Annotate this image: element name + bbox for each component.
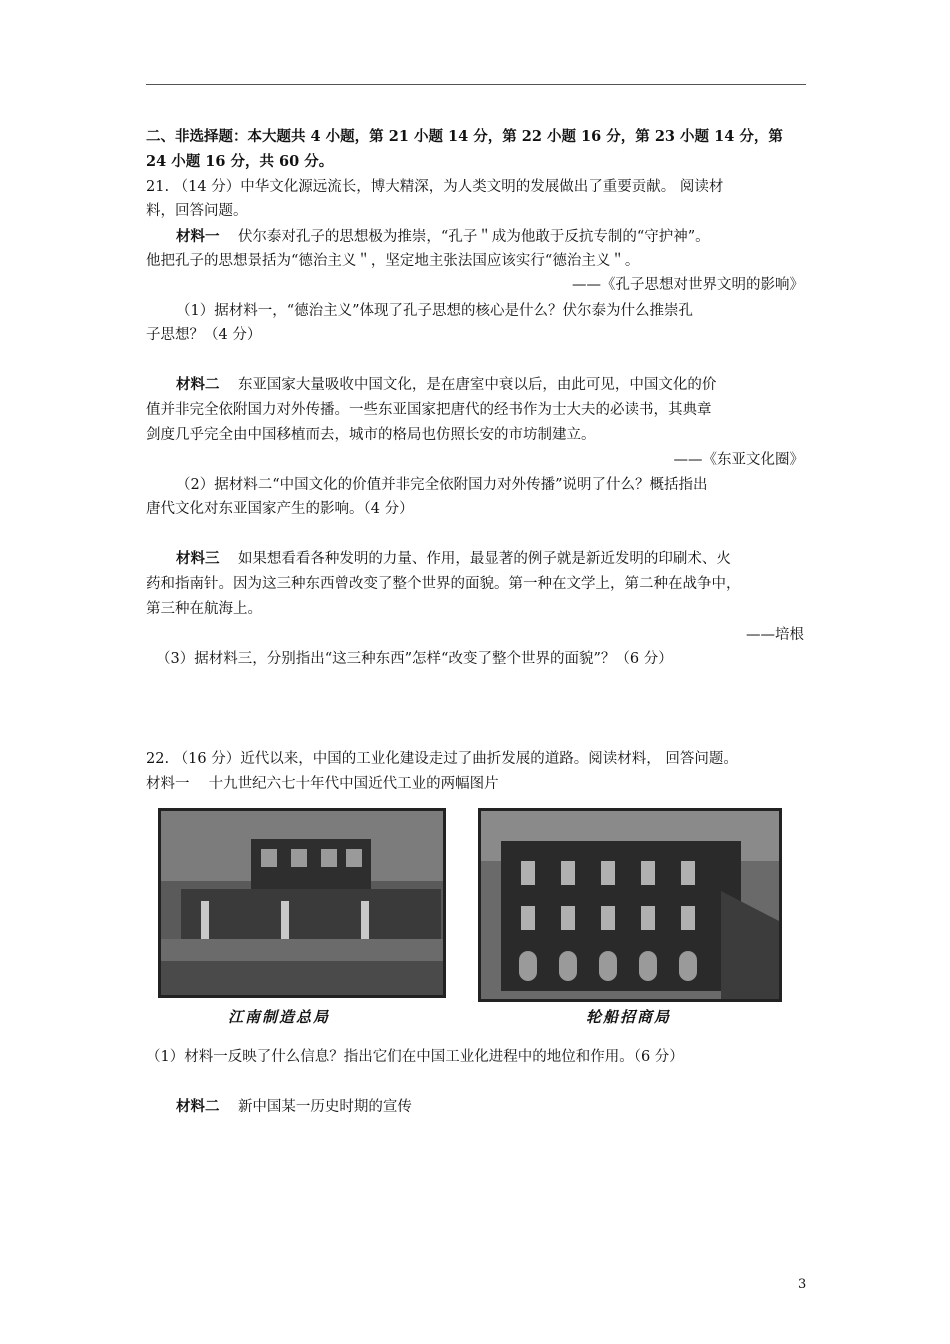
q22-material1-line: 材料一 十九世纪六七十年代中国近代工业的两幅图片 xyxy=(146,776,499,792)
material-text: 东亚国家大量吸收中国文化，是在唐室中衰以后，由此可见，中国文化的价 xyxy=(237,377,717,393)
q21-material2-line1 xyxy=(176,374,716,396)
photo-jiangnan-arsenal-caption: 江南制造总局 xyxy=(228,1008,331,1026)
q22-intro-line1: 22. （16 分）近代以来，中国的工业化建设走过了曲折发展的道路。阅读材料， 回答问题。 xyxy=(146,751,738,767)
material-text: 如果想看看各种发明的力量、作用，最显著的例子就是新近发明的印刷术、火 xyxy=(237,551,731,567)
photo-china-merchants-steam-caption: 轮船招商局 xyxy=(586,1008,672,1026)
q21-material3-line3: 第三种在航海上。 xyxy=(146,601,262,617)
photo-jiangnan-arsenal xyxy=(158,808,446,998)
q21-question2-line2: 唐代文化对东亚国家产生的影响。（4 分） xyxy=(146,501,414,517)
material-text: 伏尔泰对孔子的思想极为推崇，“孔子＂成为他敢于反抗专制的“守护神”。 xyxy=(237,229,710,245)
material-label: 材料二 xyxy=(176,1098,220,1115)
photo-china-merchants-steam xyxy=(478,808,782,1002)
photo-china-merchants-steam-illustration xyxy=(481,811,779,999)
q21-question3-line1: （3）据材料三，分别指出“这三种东西”怎样“改变了整个世界的面貌”？（6 分） xyxy=(156,651,673,667)
q21-material3-line2: 药和指南针。因为这三种东西曾改变了整个世界的面貌。第一种在文学上，第二种在战争中， xyxy=(146,576,741,592)
q21-intro-line1: 21. （14 分）中华文化源远流长，博大精深，为人类文明的发展做出了重要贡献。 阅读材 xyxy=(146,179,724,195)
q21-material1-line2: 他把孔子的思想景括为“德治主义＂，坚定地主张法国应该实行“德治主义＂。 xyxy=(146,253,640,269)
material-label: 材料二 xyxy=(176,376,220,393)
material-label: 材料一 xyxy=(176,228,220,245)
q21-question1-line1: （1）据材料一，“德治主义”体现了孔子思想的核心是什么？伏尔泰为什么推崇孔 xyxy=(176,303,694,319)
q21-question2-line1: （2）据材料二“中国文化的价值并非完全依附国力对外传播”说明了什么？概括指出 xyxy=(176,477,708,493)
q21-material2-line3: 剑度几乎完全由中国移植而去，城市的格局也仿照长安的市坊制建立。 xyxy=(146,427,596,443)
header-rule xyxy=(146,84,806,85)
section-header-line1: 二、非选择题：本大题共 4 小题，第 21 小题 14 分，第 22 小题 16 分，第 23 小题 14 分，第 xyxy=(146,128,783,145)
q21-material2-line2: 值并非完全依附国力对外传播。一些东亚国家把唐代的经书作为士大夫的必读书，其典章 xyxy=(146,402,712,418)
section-header-line2: 24 小题 16 分，共 60 分。 xyxy=(146,153,334,170)
q22-material2-line xyxy=(176,1096,412,1118)
material-text: 新中国某一历史时期的宣传 xyxy=(237,1099,412,1115)
page-number: 3 xyxy=(798,1277,807,1292)
q21-question1-line2: 子思想？（4 分） xyxy=(146,327,262,343)
q21-material2-source: ——《东亚文化圈》 xyxy=(673,452,804,468)
material-label: 材料三 xyxy=(176,550,220,567)
q22-question1-line: （1）材料一反映了什么信息？指出它们在中国工业化进程中的地位和作用。（6 分） xyxy=(146,1049,684,1065)
photo-jiangnan-arsenal-illustration xyxy=(161,811,443,995)
q21-material3-line1 xyxy=(176,548,731,570)
q21-intro-line2: 料，回答问题。 xyxy=(146,203,248,219)
q21-material3-source: ——培根 xyxy=(746,627,804,643)
q21-material1-line1 xyxy=(176,226,710,248)
q21-material1-source: ——《孔子思想对世界文明的影响》 xyxy=(572,277,804,293)
